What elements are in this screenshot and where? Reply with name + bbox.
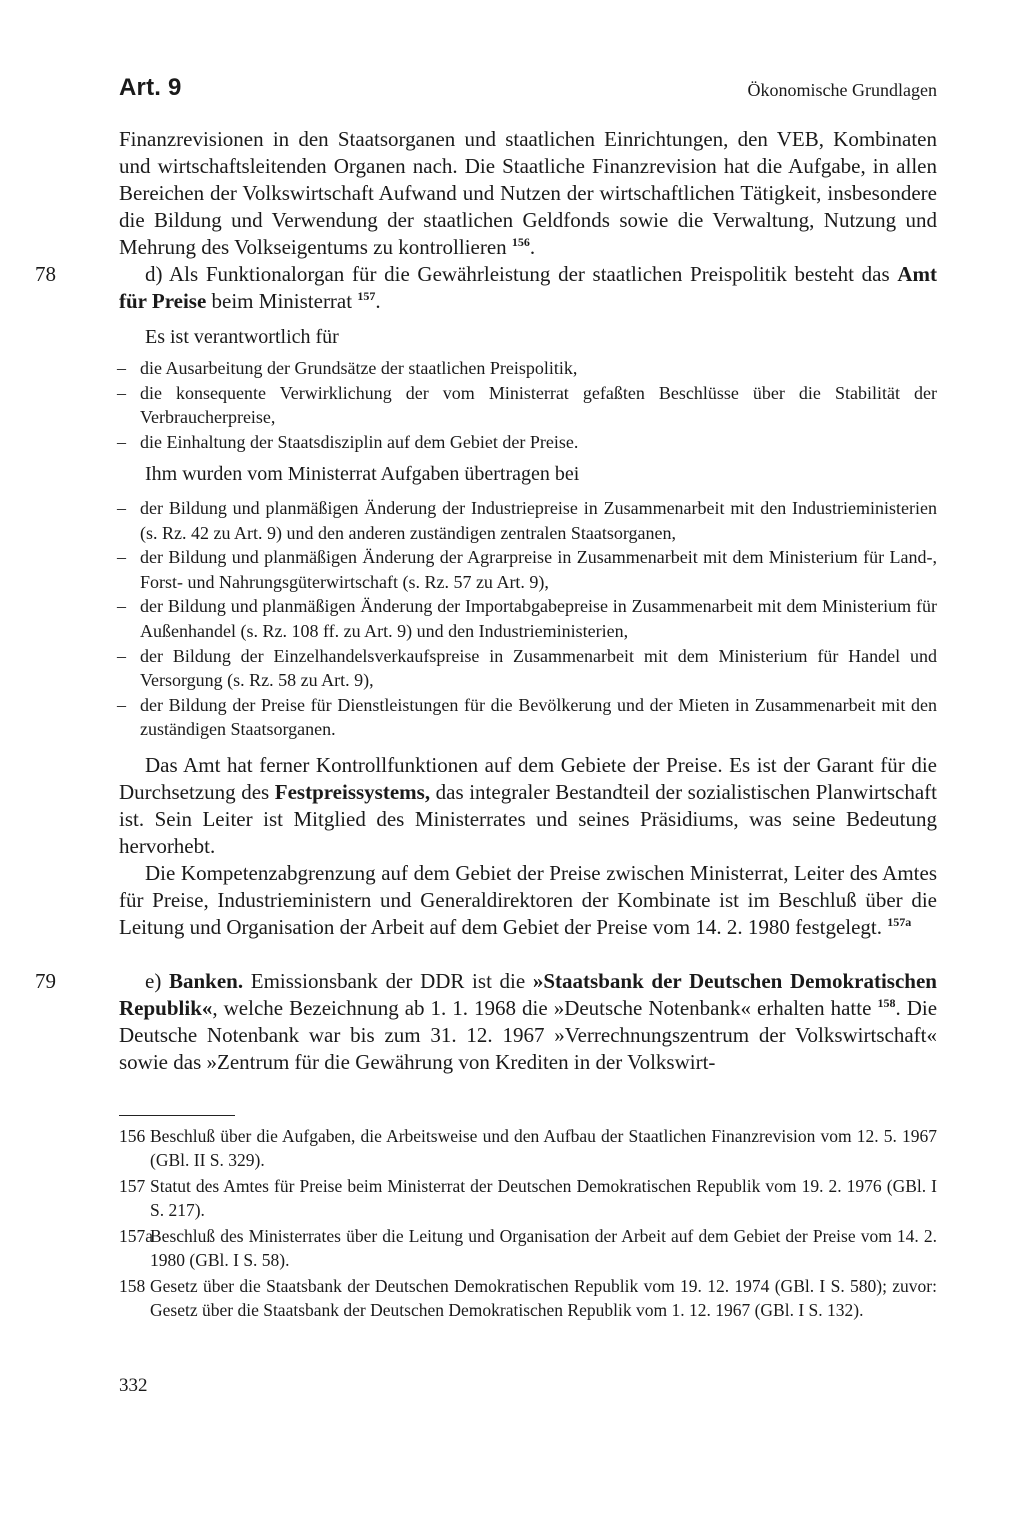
p78-text: d) Als Funktionalorgan für die Gewährleistung der staatlichen Preispolitik besteht das	[145, 262, 898, 286]
footnotes	[119, 1124, 937, 1324]
list-item: – der Bildung der Preise für Dienstleistungen für die Bevölkerung und der Mieten in Zusammenarbeit mit den zuständigen Staatsorganen.	[117, 694, 937, 740]
list-item: – die Einhaltung der Staatsdisziplin auf dem Gebiet der Preise.	[117, 431, 579, 452]
margin-number: 79	[35, 969, 56, 993]
list-item: – der Bildung und planmäßigen Änderung der Agrarpreise in Zusammenarbeit mit dem Ministerium für Land-, Forst- und Nahrungsgüterwirtschaft (s. Rz. 57 zu Art. 9),	[117, 547, 937, 592]
footnote: 158 Gesetz über die Staatsbank der Deutschen Demokratischen Republik vom 19. 12. 1974 (GBl. I S. 580); zuvor: Gesetz über die Staatsbank der Deutschen Demokratischen Republik vom 1. 12. 1967 (GBl. I S. 132).	[119, 1276, 937, 1320]
footnote: 157a Beschluß des Ministerrates über die Leitung und Organisation der Arbeit auf dem Gebiet der Preise vom 14. 2. 1980 (GBl. I S. 58).	[119, 1226, 937, 1270]
list-2	[119, 496, 937, 742]
p78-bold: Amt für Preise	[119, 262, 937, 313]
list-item: – der Bildung der Einzelhandelsverkaufspreise in Zusammenarbeit mit dem Ministerium für Handel und Versorgung (s. Rz. 58 zu Art. 9),	[117, 645, 937, 691]
footnote: 157 Statut des Amtes für Preise beim Ministerrat der Deutschen Demokratischen Republik vom 19. 2. 1976 (GBl. I S. 217).	[119, 1176, 937, 1220]
list-item: – die konsequente Verwirklichung der vom Ministerrat gefaßten Beschlüsse über die Stabilität der Verbraucherpreise,	[117, 382, 937, 428]
footnote-ref[interactable]: 156	[511, 235, 530, 249]
intro-text: Finanzrevisionen in den Staatsorganen und staatlichen Einrichtungen, den VEB, Kombinaten und wirtschaftsleitenden Organen nach. Die Staatliche Finanzrevision hat die Aufgabe, in allen Bereichen der Volkswirtschaft Aufwand und Nutzen der wirtschaftlichen Tätigkeit, insbesondere die Bildung und Verwendung der staatlichen Geldfonds sowie die Verwaltung, Nutzung und Mehrung des Volkseigentums zu kontrollieren	[119, 127, 937, 259]
footnote: 156 Beschluß über die Aufgaben, die Arbeitsweise und den Aufbau der Staatlichen Finanzrevision vom 12. 5. 1967 (GBl. II S. 329).	[119, 1126, 937, 1170]
footnote-divider	[119, 1115, 235, 1116]
bold-term: Festpreissystems,	[274, 780, 431, 804]
footnote-ref[interactable]: 158	[877, 996, 896, 1010]
list-item: – der Bildung und planmäßigen Änderung der Industriepreise in Zusammenarbeit mit den Industrieministerien (s. Rz. 42 zu Art. 9) und den anderen zuständigen zentralen Staatsorganen,	[117, 498, 937, 543]
intro-end: .	[529, 235, 536, 259]
lead-2	[119, 461, 937, 488]
list-item: – die Ausarbeitung der Grundsätze der staatlichen Preispolitik,	[117, 358, 578, 378]
footnote-ref[interactable]: 157	[357, 289, 376, 303]
lead-text: Ihm wurden vom Ministerrat Aufgaben übertragen bei	[145, 463, 580, 485]
bold-term: Banken.	[168, 969, 244, 993]
paragraph-intro	[119, 126, 937, 261]
page-number: 332	[119, 1375, 148, 1396]
lead-1	[119, 324, 937, 351]
paragraph-kompetenz: Die Kompetenzabgrenzung auf dem Gebiet der Preise zwischen Ministerrat, Leiter des Amtes für Preise, Industrieministern und Generaldirektoren der Kombinate ist im Beschluß über die Leitung und Organisation der Arbeit auf dem Gebiet der Preise vom 14. 2. 1980 festgelegt. $^{157a}$	[119, 861, 937, 939]
p78-mid: beim Ministerrat	[206, 289, 353, 313]
list-item: – der Bildung und planmäßigen Änderung der Importabgabepreise in Zusammenarbeit mit dem Ministerium für Außenhandel (s. Rz. 108 ff. zu Art. 9) und den Industrieministerien,	[117, 596, 937, 641]
bold-term: »Staatsbank der Deutschen Demokratischen Republik«	[119, 969, 937, 1020]
paragraph-79: 79 e) Banken. Emissionsbank der DDR ist die »Staatsbank der Deutschen Demokratischen Republik«, welche Bezeichnung ab 1. 1. 1968 die »Deutsche Notenbank« erhalten hatte $^{158}$. Die Deutsche Notenbank war bis zum 31. 12. 1967 »Verrechnungszentrum der Volkswirtschaft« sowie das »Zentrum für die Gewährung von Krediten in der Volkswirt-	[35, 969, 938, 1074]
footnote-ref[interactable]: 157a	[887, 915, 912, 929]
lead-text: Es ist verantwortlich für	[145, 326, 339, 348]
paragraph-78	[35, 261, 937, 315]
running-header: Ökonomische Grundlagen	[747, 80, 937, 100]
paragraph-amt: Das Amt hat ferner Kontrollfunktionen auf dem Gebiete der Preise. Es ist der Garant für die Durchsetzung des Festpreissystems, das integraler Bestandteil der sozialistischen Planwirtschaft ist. Sein Leiter ist Mitglied des Ministerrates und seines Präsidiums, was seine Bedeutung hervorhebt.	[119, 753, 937, 858]
p78-end: .	[375, 289, 381, 313]
margin-number: 78	[35, 262, 56, 286]
article-heading: Art. 9	[119, 74, 182, 101]
list-1	[119, 356, 937, 454]
